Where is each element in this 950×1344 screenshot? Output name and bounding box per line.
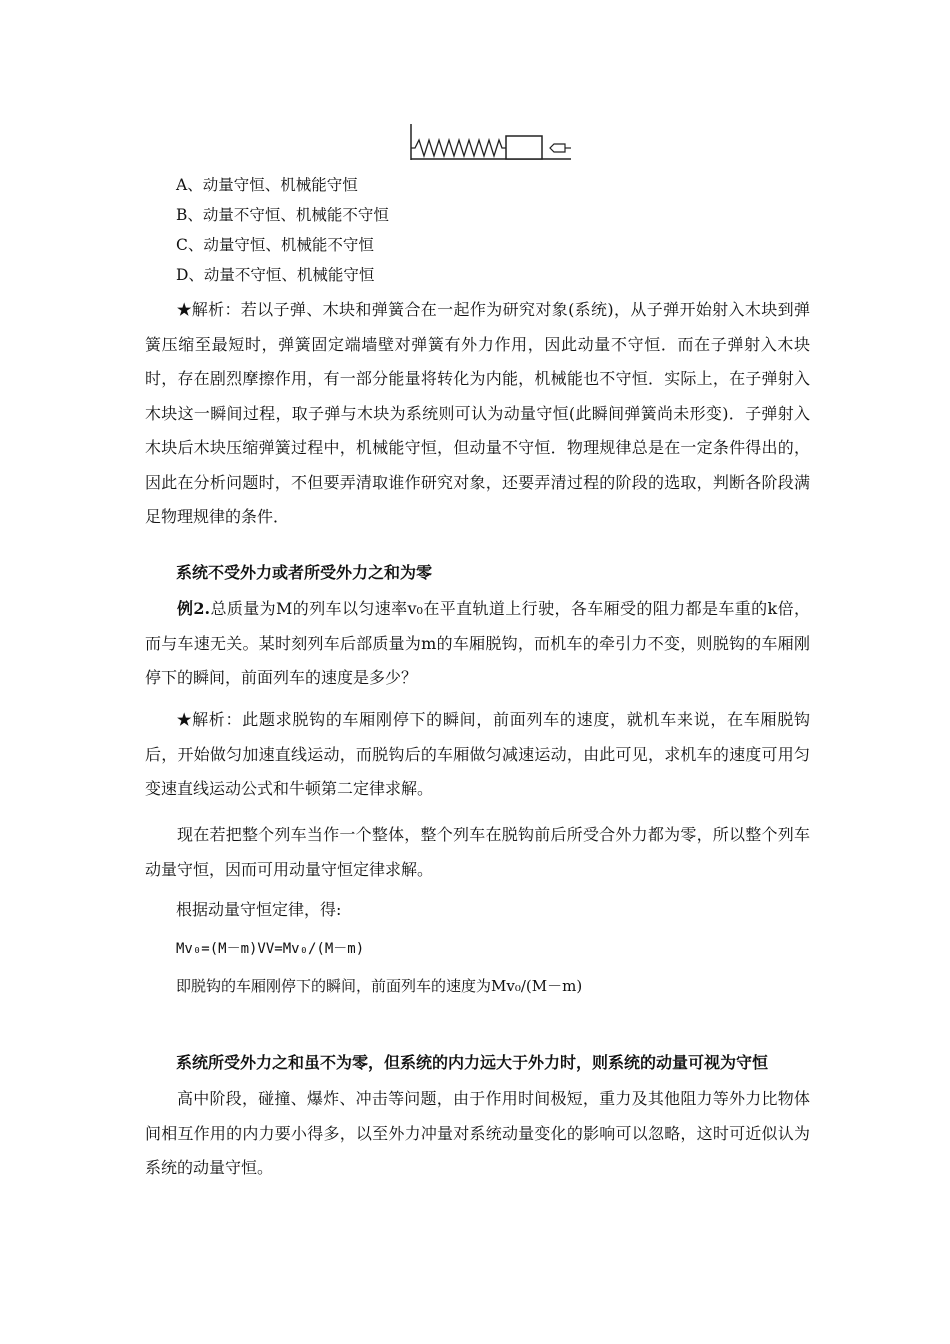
example-2-label: 例2. (177, 599, 211, 618)
star-icon: ★ (177, 710, 193, 729)
paragraph-whole-train: 现在若把整个列车当作一个整体，整个列车在脱钩前后所受合外力都为零，所以整个列车动量守恒，因而可用动量守恒定律求解。 (145, 825, 810, 879)
option-b: B、动量不守恒、机械能不守恒 (176, 206, 389, 224)
example-2 (145, 592, 810, 696)
analysis-2 (145, 703, 810, 807)
example-2-text: 总质量为M的列车以匀速率v₀在平直轨道上行驶，各车厢受的阻力都是车重的k倍，而与车速无关。某时刻列车后部质量为m的车厢脱钩，而机车的牵引力不变，则脱钩的车厢刚停下的瞬间，前面列车的速度是多少？ (145, 599, 810, 687)
spring (411, 140, 506, 156)
option-d: D、动量不守恒、机械能守恒 (176, 266, 375, 284)
equation: Mv₀=(M－m)VV=Mv₀/(M－m) (176, 941, 365, 957)
spring-block-bullet-figure (405, 118, 577, 164)
bullet (550, 144, 571, 152)
analysis-1 (145, 293, 810, 535)
analysis-2-text: 解析：此题求脱钩的车厢刚停下的瞬间，前面列车的速度，就机车来说，在车厢脱钩后，开始做匀加速直线运动，而脱钩后的车厢做匀减速运动，由此可见，求机车的速度可用匀变速直线运动公式和牛顿第二定律求解。 (145, 710, 810, 798)
section-heading-1: 系统不受外力或者所受外力之和为零 (176, 563, 433, 582)
option-c: C、动量守恒、机械能不守恒 (176, 236, 374, 254)
paragraph-final: 高中阶段，碰撞、爆炸、冲击等问题，由于作用时间极短，重力及其他阻力等外力比物体间相互作用的内力要小得多，以至外力冲量对系统动量变化的影响可以忽略，这时可近似认为系统的动量守恒。 (145, 1089, 810, 1177)
analysis-1-text: 解析：若以子弹、木块和弹簧合在一起作为研究对象(系统)，从子弹开始射入木块到弹簧压缩至最短时，弹簧固定端墙壁对弹簧有外力作用，因此动量不守恒．而在子弹射入木块时，存在剧烈摩擦作用，有一部分能量将转化为内能，机械能也不守恒．实际上，在子弹射入木块这一瞬间过程，取子弹与木块为系统则可认为动量守恒(此瞬间弹簧尚未形变)．子弹射入木块后木块压缩弹簧过程中，机械能守恒，但动量不守恒．物理规律总是在一定条件得出的，因此在分析问题时，不但要弄清取谁作研究对象，还要弄清过程的阶段的选取，判断各阶段满足物理规律的条件． (145, 300, 810, 526)
wooden-block (506, 136, 542, 159)
option-a: A、动量守恒、机械能守恒 (176, 176, 358, 194)
paragraph-according: 根据动量守恒定律，得: (176, 900, 342, 919)
section-heading-2: 系统所受外力之和虽不为零，但系统的内力远大于外力时，则系统的动量可视为守恒 (176, 1053, 769, 1072)
conclusion: 即脱钩的车厢刚停下的瞬间，前面列车的速度为Mv₀/(M－m) (176, 977, 583, 995)
star-icon: ★ (177, 300, 192, 319)
